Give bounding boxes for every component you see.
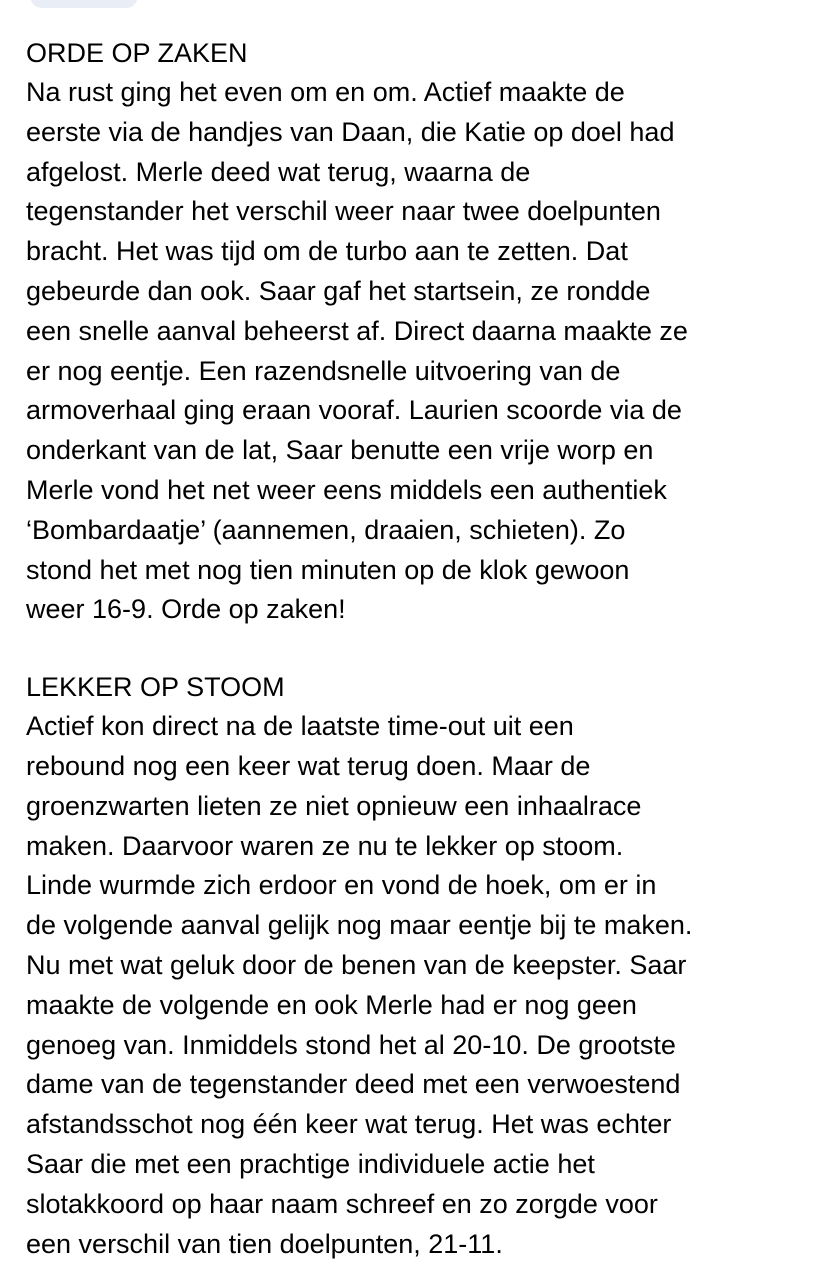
text-line: gebeurde dan ook. Saar gaf het startsein, ze rondde bbox=[26, 275, 651, 306]
text-line: Merle vond het net weer eens middels een authentiek bbox=[26, 474, 667, 505]
text-line: onderkant van de lat, Saar benutte een vrije worp en bbox=[26, 435, 654, 466]
article-body bbox=[26, 34, 816, 1264]
section-spacer bbox=[26, 630, 816, 668]
text-line: bracht. Het was tijd om de turbo aan te zetten. Dat bbox=[26, 236, 628, 267]
section-paragraph bbox=[26, 707, 816, 1264]
text-line: de volgende aanval gelijk nog maar eentje bij te maken. bbox=[26, 910, 693, 941]
text-line: groenzwarten lieten ze niet opnieuw een inhaalrace bbox=[26, 790, 642, 821]
text-line: dame van de tegenstander deed met een verwoestend bbox=[26, 1069, 681, 1100]
text-line: er nog eentje. Een razendsnelle uitvoering van de bbox=[26, 355, 621, 386]
section-paragraph bbox=[26, 73, 816, 630]
text-line: slotakkoord op haar naam schreef en zo zorgde voor bbox=[26, 1188, 658, 1219]
text-line: armoverhaal ging eraan vooraf. Laurien scoorde via de bbox=[26, 395, 682, 426]
section-heading: LEKKER OP STOOM bbox=[26, 672, 285, 703]
text-line: Linde wurmde zich erdoor en vond de hoek, om er in bbox=[26, 870, 657, 901]
text-line: stond het met nog tien minuten op de klok gewoon bbox=[26, 554, 630, 585]
text-line: rebound nog een keer wat terug doen. Maar de bbox=[26, 750, 591, 781]
text-line: ‘Bombardaatje’ (aannemen, draaien, schieten). Zo bbox=[26, 514, 626, 545]
text-line: tegenstander het verschil weer naar twee doelpunten bbox=[26, 196, 661, 227]
text-line: afgelost. Merle deed wat terug, waarna de bbox=[26, 156, 531, 187]
section-heading: ORDE OP ZAKEN bbox=[26, 38, 248, 68]
cropped-top-element bbox=[30, 0, 138, 8]
text-line: afstandsschot nog één keer wat terug. Het was echter bbox=[26, 1109, 672, 1140]
text-line: Nu met wat geluk door de benen van de keepster. Saar bbox=[26, 949, 687, 980]
text-line: maakte de volgende en ook Merle had er nog geen bbox=[26, 989, 637, 1020]
text-line: Saar die met een prachtige individuele actie het bbox=[26, 1148, 595, 1179]
text-line: een verschil van tien doelpunten, 21-11. bbox=[26, 1228, 503, 1259]
section-orde-op-zaken bbox=[26, 34, 816, 630]
text-line: weer 16-9. Orde op zaken! bbox=[26, 594, 346, 625]
text-line: een snelle aanval beheerst af. Direct daarna maakte ze bbox=[26, 315, 688, 346]
text-line: Actief kon direct na de laatste time-out uit een bbox=[26, 711, 574, 742]
text-line: maken. Daarvoor waren ze nu te lekker op stoom. bbox=[26, 830, 624, 861]
text-line: genoeg van. Inmiddels stond het al 20-10. De grootste bbox=[26, 1029, 676, 1060]
text-line: Na rust ging het even om en om. Actief maakte de bbox=[26, 77, 625, 107]
text-line: eerste via de handjes van Daan, die Katie op doel had bbox=[26, 116, 675, 147]
section-lekker-op-stoom bbox=[26, 668, 816, 1264]
